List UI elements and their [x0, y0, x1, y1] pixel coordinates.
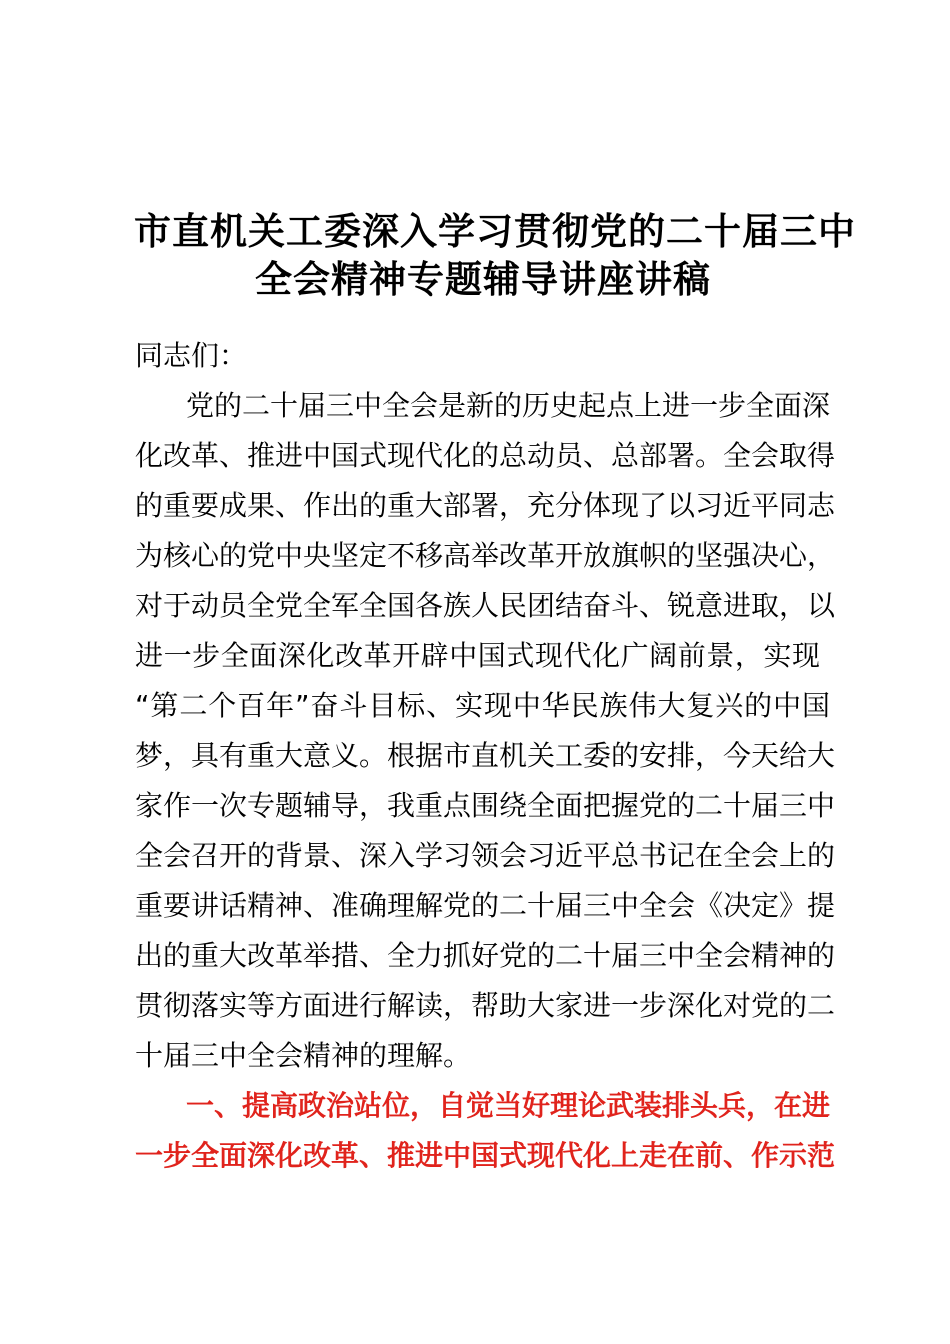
paragraph-line: 贯彻落实等方面进行解读，帮助大家进一步深化对党的二: [135, 989, 836, 1022]
paragraph-line: “第二个百年”奋斗目标、实现中华民族伟大复兴的中国: [135, 689, 830, 722]
paragraph-line: 为核心的党中央坚定不移高举改革开放旗帜的坚强决心，: [135, 539, 836, 572]
paragraph-line: 家作一次专题辅导，我重点围绕全面把握党的二十届三中: [135, 789, 836, 822]
document-title-line-1: 市直机关工委深入学习贯彻党的二十届三中: [134, 210, 856, 253]
paragraph-line: 全会召开的背景、深入学习领会习近平总书记在全会上的: [135, 839, 836, 872]
paragraph-line: 对于动员全党全军全国各族人民团结奋斗、锐意进取，以: [135, 589, 836, 622]
paragraph-line: 出的重大改革举措、全力抓好党的二十届三中全会精神的: [135, 939, 836, 972]
paragraph-line: 十届三中全会精神的理解。: [135, 1039, 472, 1072]
paragraph-line: 化改革、推进中国式现代化的总动员、总部署。全会取得: [135, 439, 836, 472]
salutation: 同志们：: [135, 339, 248, 372]
paragraph-line: 重要讲话精神、准确理解党的二十届三中全会《决定》提: [135, 889, 836, 922]
section-heading-line: 一步全面深化改革、推进中国式现代化上走在前、作示范: [135, 1139, 836, 1172]
paragraph-line: 党的二十届三中全会是新的历史起点上进一步全面深: [186, 389, 831, 422]
document-title-line-2: 全会精神专题辅导讲座讲稿: [255, 258, 711, 301]
paragraph-line: 进一步全面深化改革开辟中国式现代化广阔前景，实现: [135, 639, 820, 672]
section-heading-line: 一、提高政治站位，自觉当好理论武装排头兵，在进: [186, 1089, 831, 1122]
paragraph-line: 的重要成果、作出的重大部署，充分体现了以习近平同志: [135, 489, 836, 522]
paragraph-line: 梦，具有重大意义。根据市直机关工委的安排，今天给大: [135, 739, 836, 772]
